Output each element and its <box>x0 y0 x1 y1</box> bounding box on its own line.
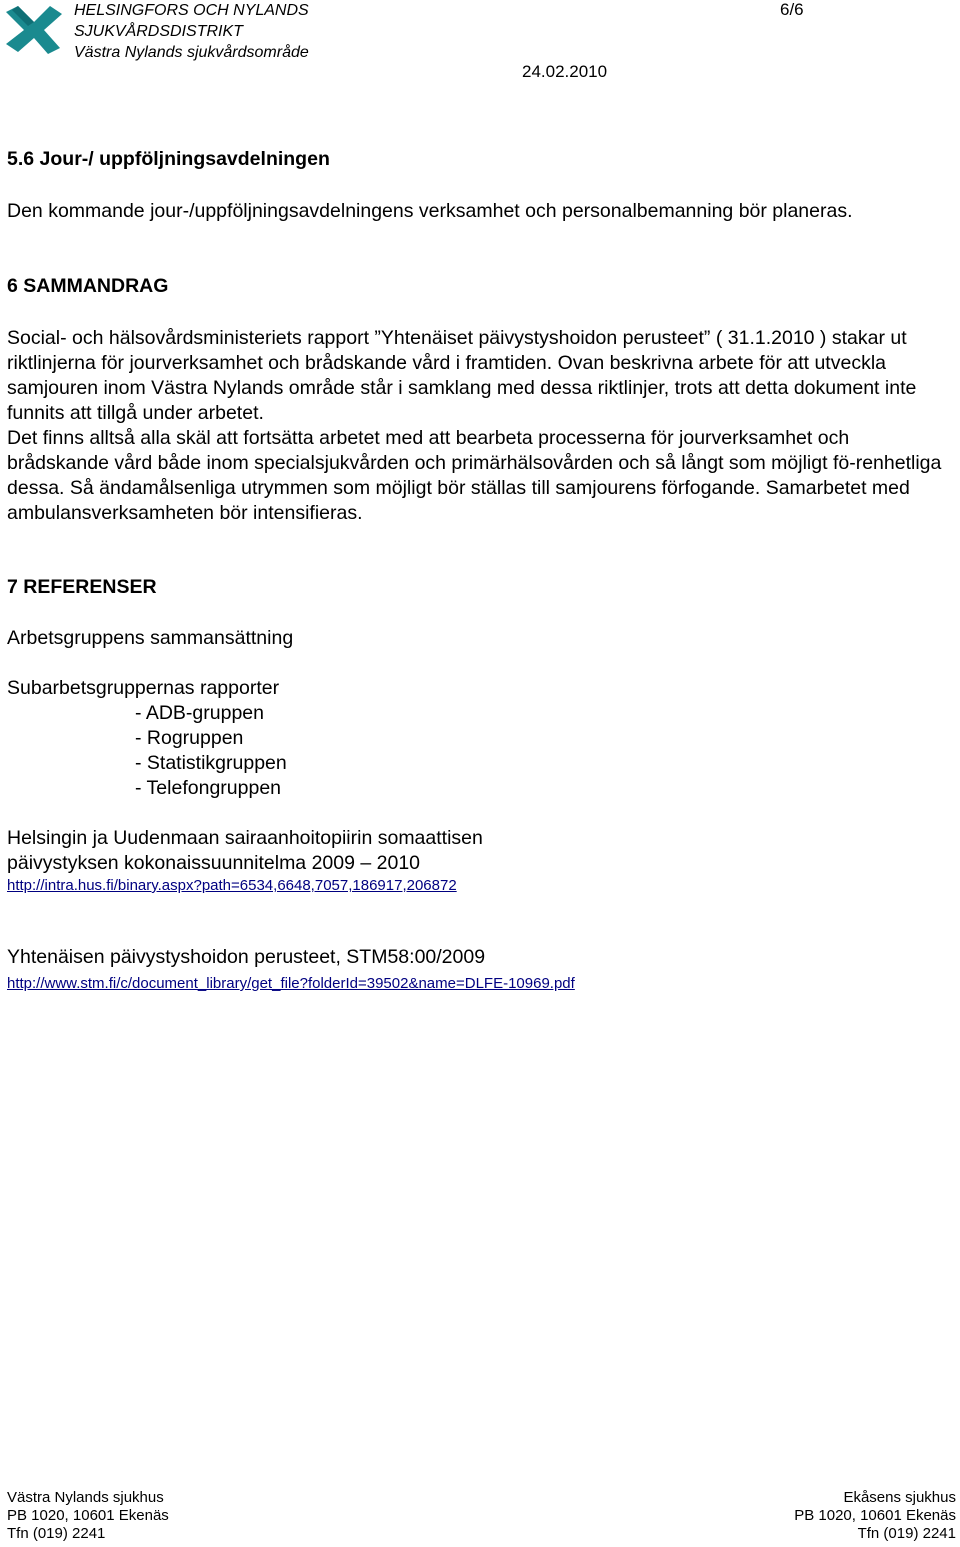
summary-paragraph-2: Det finns alltså alla skäl att fortsätta arbetet med att bearbeta processerna för jourverksamhet och brådskande vård både inom specialsjukvården och primärhälsovården och så långt som möjligt fö-renhetliga dessa. Så ändamålsenliga utrymmen som möjligt bör ställas till samjourens förfogande. Samarbetet med ambulansverksamheten bör intensifieras. <box>7 427 942 524</box>
summary-text <box>7 326 953 526</box>
reference-item: Yhtenäisen päivystyshoidon perusteet, STM58:00/2009 <box>7 946 486 968</box>
reference-item: Helsingin ja Uudenmaan sairaanhoitopiirin somaattisen <box>7 827 483 849</box>
footer-hospital-name: Västra Nylands sjukhus <box>7 1489 164 1506</box>
sub-report-item: - Rogruppen <box>135 727 244 749</box>
section-5-6-text: Den kommande jour-/uppföljningsavdelningens verksamhet och personalbemanning bör planeras. <box>7 200 853 222</box>
sub-report-item: - Telefongruppen <box>135 777 282 799</box>
footer-address: PB 1020, 10601 Ekenäs <box>7 1507 169 1524</box>
section-5-6-heading: 5.6 Jour-/ uppföljningsavdelningen <box>7 148 330 170</box>
header-org-line3: Västra Nylands sjukvårdsområde <box>74 44 309 61</box>
reference-item: Arbetsgruppens sammansättning <box>7 627 294 649</box>
section-7-heading: 7 REFERENSER <box>7 576 157 598</box>
reference-link[interactable]: http://www.stm.fi/c/document_library/get_file?folderId=39502&name=DLFE-10969.pdf <box>7 975 575 992</box>
header-org-line2: SJUKVÅRDSDISTRIKT <box>74 23 243 40</box>
page-number: 6/6 <box>780 0 804 19</box>
summary-paragraph-1: Social- och hälsovårdsministeriets rapport ”Yhtenäiset päivystyshoidon perusteet” ( 31.1.2010 ) stakar ut riktlinjerna för jourverksamhet och brådskande vård i framtiden. Ovan beskrivna arbete för att utveckla samjouren inom Västra Nylands område står i samklang med dessa riktlinjer, trots att detta dokument inte funnits att tillgå under arbetet. <box>7 327 917 424</box>
reference-item: päivystyksen kokonaissuunnitelma 2009 – 2010 <box>7 852 421 874</box>
header-org-line1: HELSINGFORS OCH NYLANDS <box>74 2 309 19</box>
sub-report-item: - ADB-gruppen <box>135 702 264 724</box>
footer-hospital-name: Ekåsens sjukhus <box>843 1489 956 1506</box>
footer-address: PB 1020, 10601 Ekenäs <box>794 1507 956 1524</box>
reference-item: Subarbetsgruppernas rapporter <box>7 677 280 699</box>
section-6-heading: 6 SAMMANDRAG <box>7 275 169 297</box>
hus-logo-icon <box>4 4 64 54</box>
footer-left <box>7 1489 169 1543</box>
document-date: 24.02.2010 <box>522 62 608 81</box>
footer-phone: Tfn (019) 2241 <box>857 1525 956 1542</box>
footer-right <box>794 1489 956 1543</box>
footer-phone: Tfn (019) 2241 <box>7 1525 106 1542</box>
sub-report-item: - Statistikgruppen <box>135 752 287 774</box>
reference-link[interactable]: http://intra.hus.fi/binary.aspx?path=6534,6648,7057,186917,206872 <box>7 877 457 894</box>
